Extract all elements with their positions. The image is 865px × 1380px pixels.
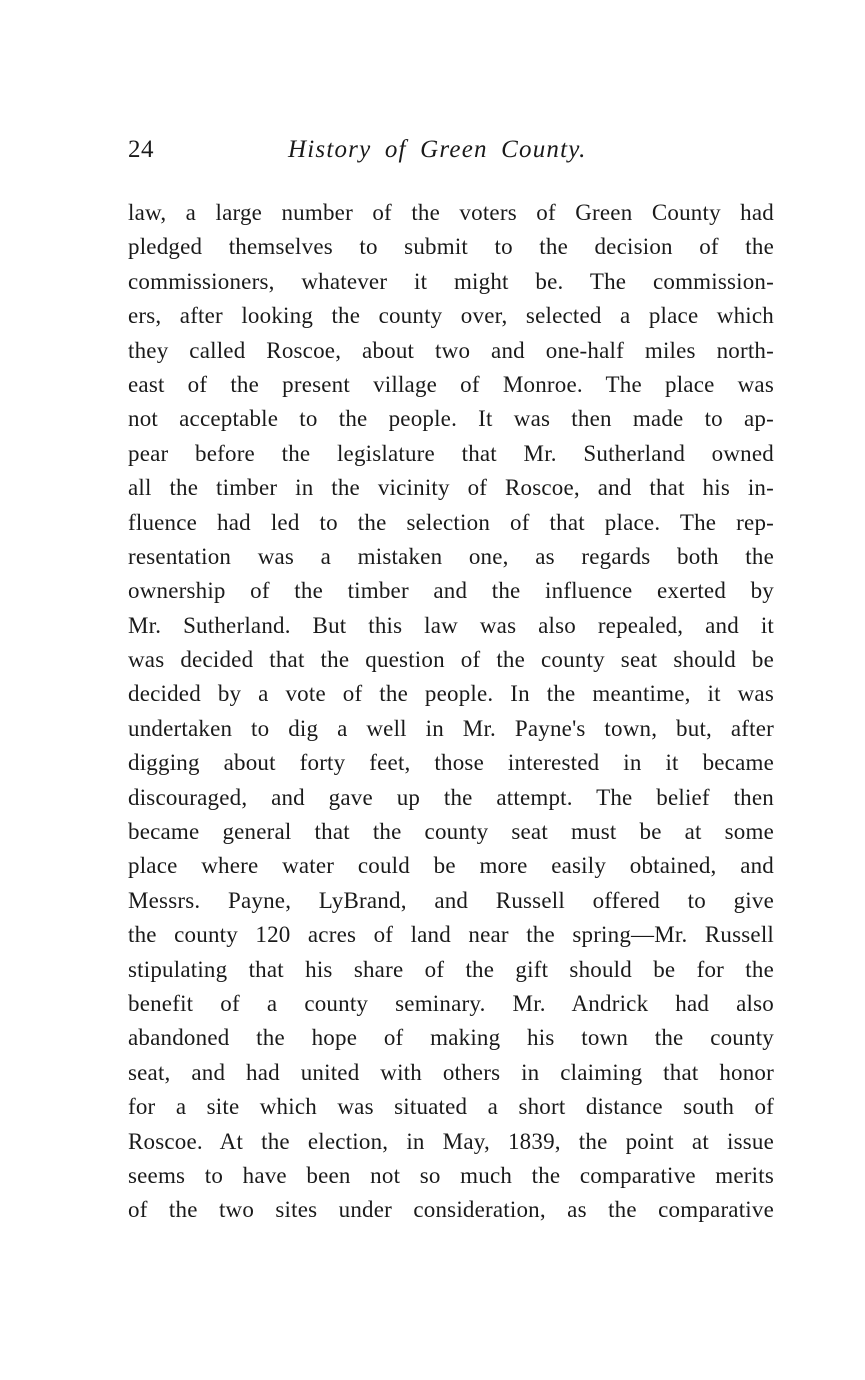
text-line: all the timber in the vicinity of Roscoe, and that his in- [128, 475, 774, 501]
text-line: decided by a vote of the people. In the meantime, it was [128, 681, 774, 707]
text-line: for a site which was situated a short distance south of [128, 1094, 774, 1120]
text-line: stipulating that his share of the gift should be for the [128, 956, 774, 982]
text-line: seems to have been not so much the comparative merits [128, 1162, 774, 1188]
page-number: 24 [128, 136, 154, 163]
text-line: undertaken to dig a well in Mr. Payne's town, but, after [128, 715, 774, 741]
text-line: commissioners, whatever it might be. The commission- [128, 268, 774, 294]
text-line: ers, after looking the county over, selected a place which [128, 303, 774, 329]
page-header [128, 136, 774, 176]
text-line: resentation was a mistaken one, as regards both the [128, 543, 774, 569]
body-text [128, 196, 774, 1228]
text-line: Messrs. Payne, LyBrand, and Russell offered to give [128, 887, 774, 913]
text-line: benefit of a county seminary. Mr. Andrick had also [128, 990, 774, 1016]
text-line: pledged themselves to submit to the decision of the [128, 234, 774, 260]
text-line: discouraged, and gave up the attempt. The belief then [128, 784, 774, 810]
text-line: the county 120 acres of land near the spring—Mr. Russell [128, 922, 774, 948]
text-line: ownership of the timber and the influence exerted by [128, 578, 774, 604]
running-title: History of Green County. [288, 136, 587, 163]
text-line: not acceptable to the people. It was then made to ap- [128, 406, 774, 432]
text-line: became general that the county seat must be at some [128, 819, 774, 845]
text-line: digging about forty feet, those interested in it became [128, 750, 774, 776]
text-line: fluence had led to the selection of that place. The rep- [128, 509, 774, 535]
text-line: Roscoe. At the election, in May, 1839, the point at issue [128, 1128, 774, 1154]
text-line: Mr. Sutherland. But this law was also repealed, and it [128, 612, 774, 638]
text-line: east of the present village of Monroe. The place was [128, 371, 774, 397]
text-line: pear before the legislature that Mr. Sutherland owned [128, 440, 774, 466]
text-line: of the two sites under consideration, as the comparative [128, 1197, 774, 1223]
text-line: law, a large number of the voters of Green County had [128, 200, 774, 225]
text-line: place where water could be more easily obtained, and [128, 853, 774, 879]
text-line: seat, and had united with others in claiming that honor [128, 1059, 774, 1085]
text-line: they called Roscoe, about two and one-half miles north- [128, 337, 774, 363]
text-line: abandoned the hope of making his town the county [128, 1025, 774, 1051]
text-line: was decided that the question of the county seat should be [128, 647, 774, 673]
